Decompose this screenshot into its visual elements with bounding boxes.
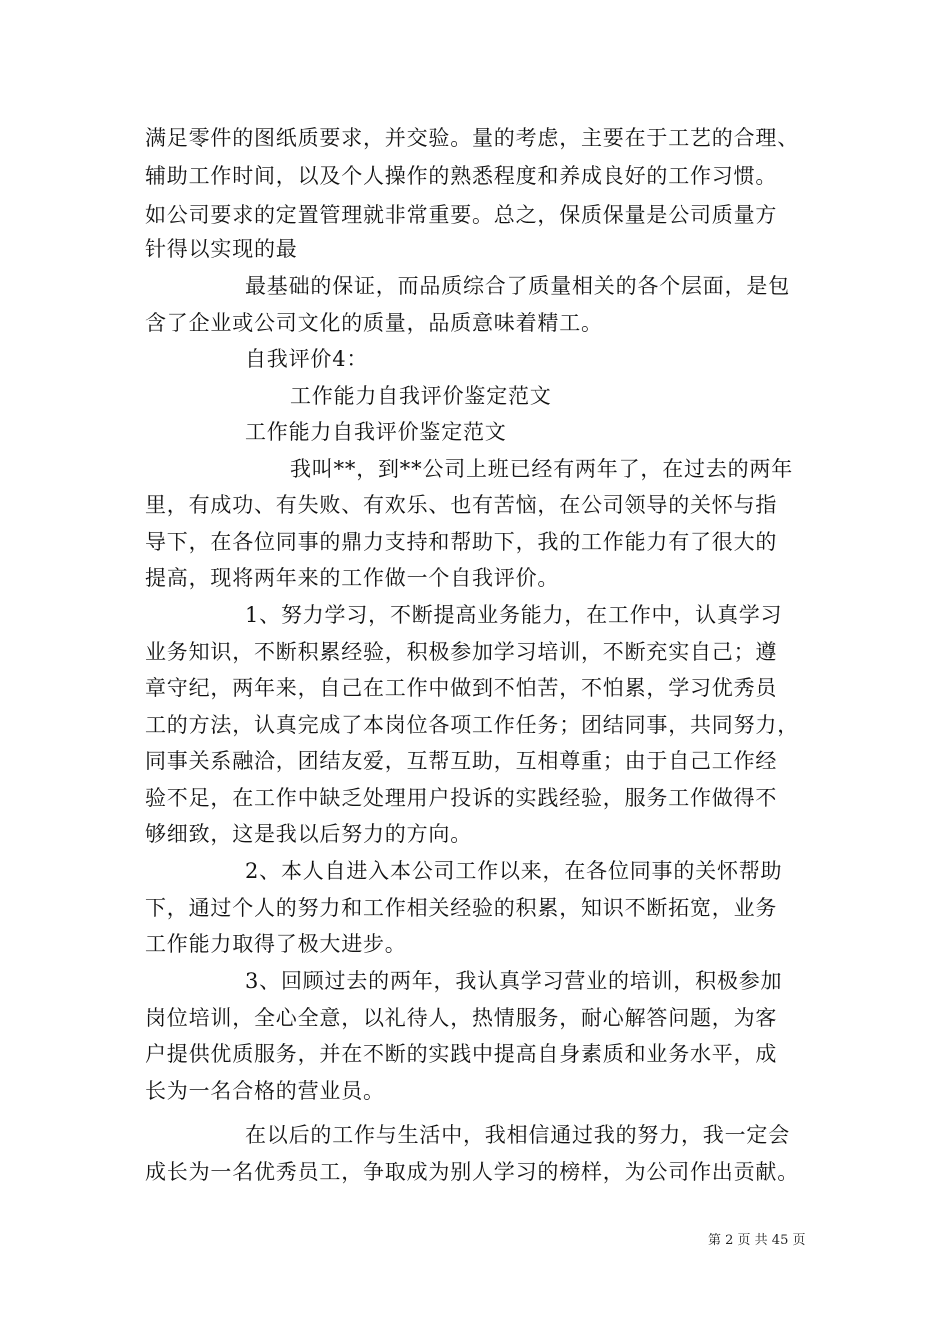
text-line: 1、努力学习，不断提高业务能力，在工作中，认真学习	[245, 603, 783, 627]
text-line: 含了企业或公司文化的质量，品质意味着精工。	[145, 311, 603, 335]
title-line: 工作能力自我评价鉴定范文	[290, 384, 552, 408]
text-line: 如公司要求的定置管理就非常重要。总之，保质保量是公司质量方	[145, 203, 778, 227]
text-line: 3、回顾过去的两年，我认真学习营业的培训，积极参加	[245, 969, 783, 993]
text-line: 里，有成功、有失败、有欢乐、也有苦恼，在公司领导的关怀与指	[145, 493, 778, 517]
text-line: 2、本人自进入本公司工作以来，在各位同事的关怀帮助	[245, 859, 783, 883]
text-line: 岗位培训，全心全意，以礼待人，热情服务，耐心解答问题，为客	[145, 1006, 778, 1030]
text-line: 够细致，这是我以后努力的方向。	[145, 822, 472, 846]
text-line: 提高，现将两年来的工作做一个自我评价。	[145, 566, 560, 590]
text-line: 下，通过个人的努力和工作相关经验的积累，知识不断拓宽，业务	[145, 896, 778, 920]
text-line: 工作能力取得了极大进步。	[145, 932, 407, 956]
text-line: 在以后的工作与生活中，我相信通过我的努力，我一定会	[245, 1123, 790, 1147]
section-heading: 自我评价4：	[245, 347, 369, 371]
text-line: 章守纪，两年来，自己在工作中做到不怕苦，不怕累，学习优秀员	[145, 676, 778, 700]
text-line: 满足零件的图纸质要求，并交验。量的考虑，主要在于工艺的合理、	[145, 126, 799, 150]
text-line: 验不足，在工作中缺乏处理用户投诉的实践经验，服务工作做得不	[145, 786, 778, 810]
title-line: 工作能力自我评价鉴定范文	[245, 420, 507, 444]
text-line: 导下，在各位同事的鼎力支持和帮助下，我的工作能力有了很大的	[145, 530, 778, 554]
text-line: 业务知识，不断积累经验，积极参加学习培训，不断充实自己；遵	[145, 640, 778, 664]
text-line: 我叫**，到**公司上班已经有两年了，在过去的两年	[290, 457, 793, 481]
text-line: 长为一名合格的营业员。	[145, 1079, 385, 1103]
text-line: 针得以实现的最	[145, 237, 298, 261]
text-line: 成长为一名优秀员工，争取成为别人学习的榜样，为公司作出贡献。	[145, 1160, 799, 1184]
text-line: 最基础的保证，而品质综合了质量相关的各个层面，是包	[245, 274, 790, 298]
text-line: 辅助工作时间，以及个人操作的熟悉程度和养成良好的工作习惯。	[145, 164, 778, 188]
text-line: 户提供优质服务，并在不断的实践中提高自身素质和业务水平，成	[145, 1042, 778, 1066]
page-number-footer: 第 2 页 共 45 页	[708, 1233, 806, 1248]
text-line: 同事关系融洽，团结友爱，互帮互助，互相尊重；由于自己工作经	[145, 749, 778, 773]
text-line: 工的方法，认真完成了本岗位各项工作任务；团结同事，共同努力，	[145, 713, 799, 737]
